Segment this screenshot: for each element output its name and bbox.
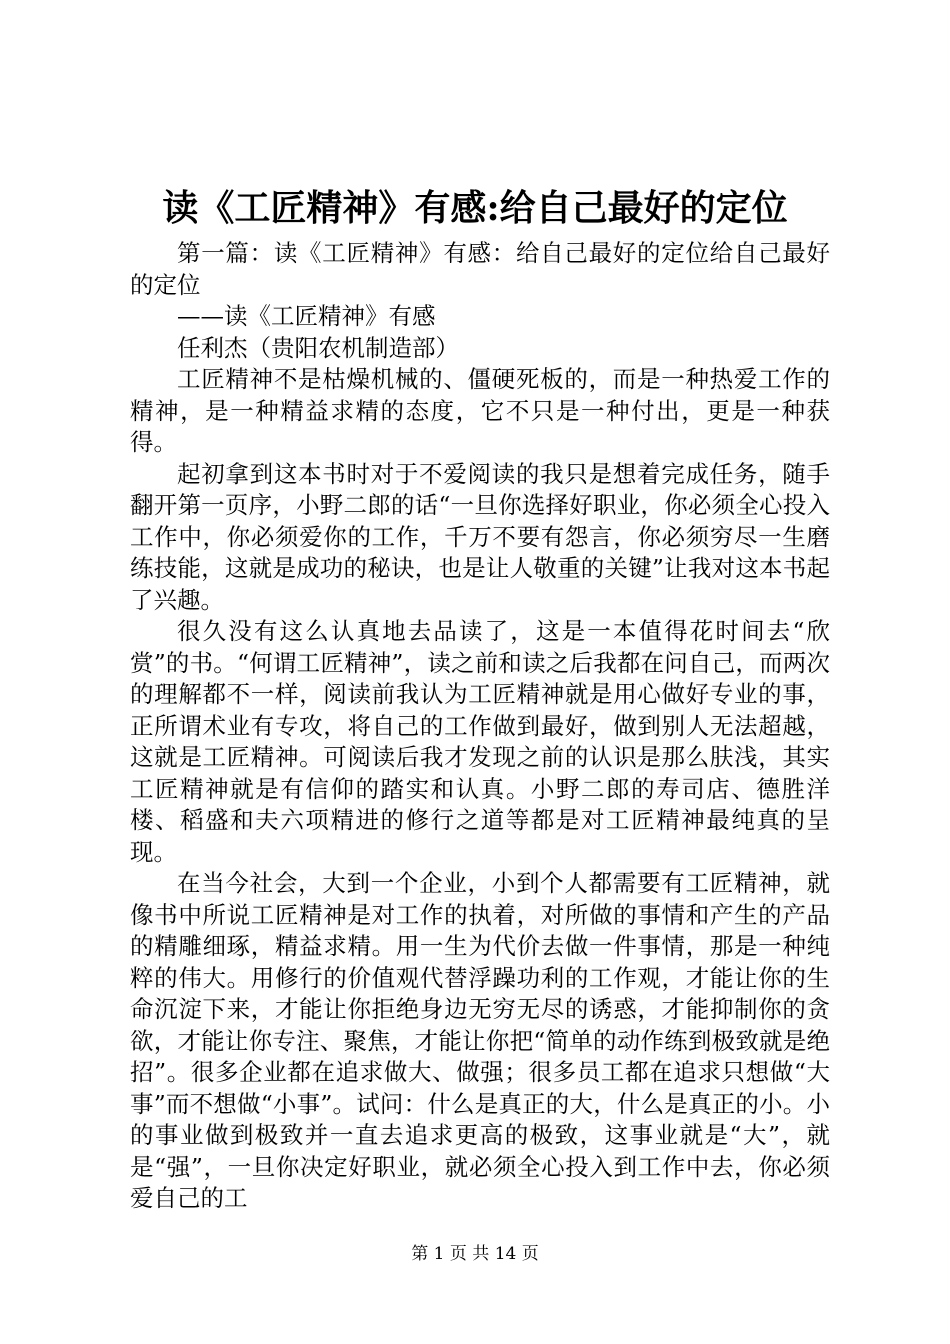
paragraph: 很久没有这么认真地去品读了，这是一本值得花时间去“欣赏”的书。“何谓工匠精神”，读之前和读之后我都在问自己，而两次的理解都不一样，阅读前我认为工匠精神就是用心做好专业的事，正所谓术业有专攻，将自己的工作做到最好，做到别人无法超越，这就是工匠精神。可阅读后我才发现之前的认识是那么肤浅，其实工匠精神就是有信仰的踏实和认真。小野二郎的寿司店、德胜洋楼、稻盛和夫六项精进的修行之道等都是对工匠精神最纯真的呈现。 [130,617,830,866]
document-title: 读《工匠精神》有感:给自己最好的定位 [162,187,788,229]
paragraph: 起初拿到这本书时对于不爱阅读的我只是想着完成任务，随手翻开第一页序，小野二郎的话“一旦你选择好职业，你必须全心投入工作中，你必须爱你的工作，千万不要有怨言，你必须穷尽一生磨练技能，这就是成功的秘诀，也是让人敬重的关键”让我对这本书起了兴趣。 [130,459,830,614]
paragraph-author: 任利杰（贵阳农机制造部） [177,333,459,362]
paragraph-heading: 第一篇：读《工匠精神》有感：给自己最好的定位给自己最好的定位 [130,239,830,299]
document-body [130,238,830,1215]
paragraph: 在当今社会，大到一个企业，小到个人都需要有工匠精神，就像书中所说工匠精神是对工作的执着，对所做的事情和产生的产品的精雕细琢，精益求精。用一生为代价去做一件事情，那是一种纯粹的伟大。用修行的价值观代替浮躁功利的工作观，才能让你的生命沉淀下来，才能让你拒绝身边无穷无尽的诱惑，才能抑制你的贪欲，才能让你专注、聚焦，才能让你把“简单的动作练到极致就是绝招”。很多企业都在追求做大、做强；很多员工都在追求只想做“大事”而不想做“小事”。试问：什么是真正的大，什么是真正的小。小的事业做到极致并一直去追求更高的极致，这事业就是“大”，就是“强”，一旦你决定好职业，就必须全心投入到工作中去，你必须爱自己的工 [130,869,830,1212]
page-number-footer: 第 1 页 共 14 页 [411,1244,539,1264]
paragraph: 工匠精神不是枯燥机械的、僵硬死板的，而是一种热爱工作的精神，是一种精益求精的态度，它不只是一种付出，更是一种获得。 [130,365,830,456]
paragraph-subtitle: ——读《工匠精神》有感 [177,302,436,330]
